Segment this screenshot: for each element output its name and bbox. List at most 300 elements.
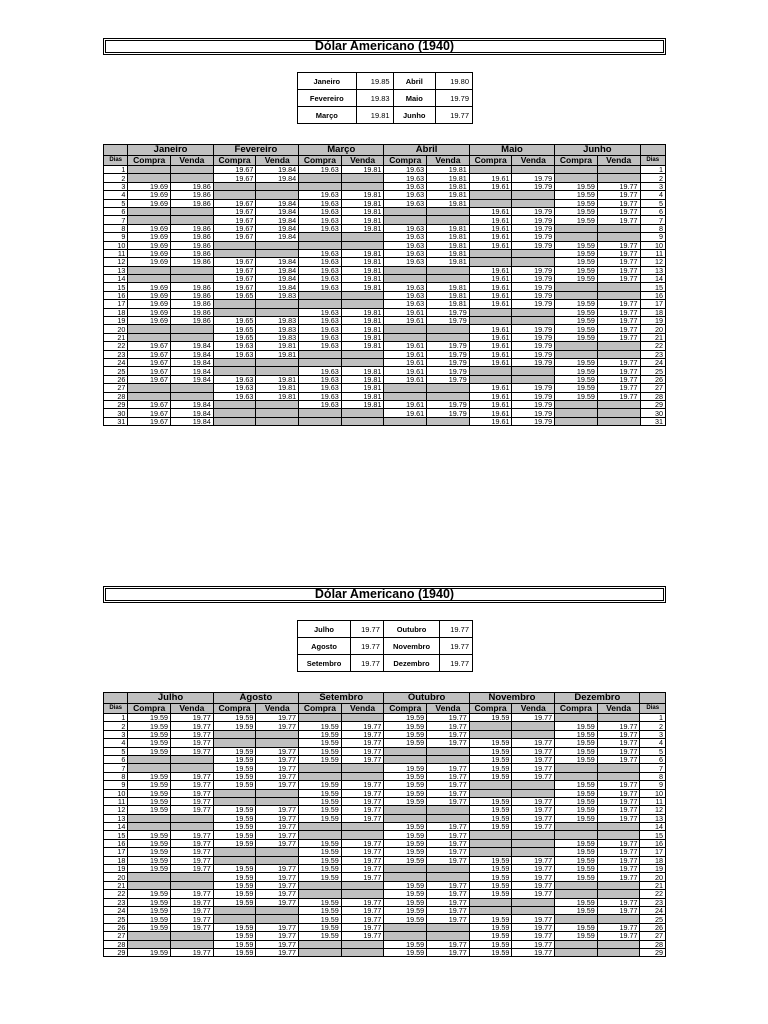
compra-cell: 19.65 <box>213 333 256 341</box>
table-row <box>104 881 666 889</box>
venda-cell: 19.77 <box>341 848 384 856</box>
day-number: 28 <box>104 940 128 948</box>
venda-cell: 19.77 <box>171 915 214 923</box>
compra-cell <box>128 266 171 274</box>
compra-cell <box>469 166 512 174</box>
venda-cell: 19.84 <box>256 199 299 207</box>
compra-cell <box>128 873 171 881</box>
compra-cell: 19.59 <box>469 890 512 898</box>
venda-cell <box>512 308 555 316</box>
venda-cell: 19.77 <box>171 948 214 956</box>
compra-cell: 19.59 <box>469 714 512 722</box>
venda-cell <box>341 300 384 308</box>
venda-cell: 19.77 <box>597 275 640 283</box>
compra-cell: 19.61 <box>469 350 512 358</box>
compra-cell: 19.61 <box>469 283 512 291</box>
compra-cell: 19.59 <box>555 325 598 333</box>
venda-cell <box>597 714 640 722</box>
venda-cell: 19.81 <box>256 384 299 392</box>
compra-cell: 19.61 <box>469 300 512 308</box>
compra-cell <box>213 367 256 375</box>
compra-cell: 19.59 <box>469 755 512 763</box>
day-number: 10 <box>104 789 128 797</box>
compra-cell: 19.59 <box>384 898 427 906</box>
venda-cell: 19.77 <box>341 722 384 730</box>
compra-cell: 19.63 <box>299 207 342 215</box>
venda-cell: 19.81 <box>427 258 470 266</box>
venda-header: Venda <box>512 156 555 166</box>
venda-cell: 19.86 <box>171 283 214 291</box>
compra-cell: 19.59 <box>299 932 342 940</box>
venda-cell: 19.77 <box>597 739 640 747</box>
day-number: 12 <box>104 258 128 266</box>
compra-cell <box>555 409 598 417</box>
venda-cell <box>427 806 470 814</box>
venda-cell <box>512 249 555 257</box>
blank-header-cell <box>640 693 666 704</box>
compra-cell: 19.63 <box>299 308 342 316</box>
compra-cell: 19.67 <box>213 199 256 207</box>
venda-cell <box>256 730 299 738</box>
compra-cell <box>555 915 598 923</box>
compra-cell <box>384 325 427 333</box>
average-value: 19.80 <box>435 73 472 90</box>
compra-cell: 19.61 <box>469 358 512 366</box>
compra-cell: 19.61 <box>384 317 427 325</box>
venda-cell <box>427 333 470 341</box>
venda-cell <box>427 266 470 274</box>
venda-cell: 19.77 <box>171 898 214 906</box>
venda-cell: 19.77 <box>427 789 470 797</box>
venda-cell: 19.77 <box>512 932 555 940</box>
compra-cell: 19.59 <box>555 722 598 730</box>
table-row <box>104 333 666 341</box>
venda-cell: 19.81 <box>256 375 299 383</box>
venda-cell: 19.77 <box>597 300 640 308</box>
compra-cell: 19.59 <box>384 856 427 864</box>
venda-cell <box>597 166 640 174</box>
venda-cell: 19.77 <box>597 182 640 190</box>
day-number: 8 <box>104 224 128 232</box>
compra-cell: 19.59 <box>469 823 512 831</box>
compra-header: Compra <box>555 156 598 166</box>
day-number: 12 <box>640 806 666 814</box>
compra-cell: 19.59 <box>128 831 171 839</box>
compra-cell: 19.59 <box>299 739 342 747</box>
compra-cell: 19.59 <box>384 915 427 923</box>
day-number: 26 <box>640 375 666 383</box>
average-value: 19.77 <box>351 655 384 672</box>
compra-cell <box>555 174 598 182</box>
compra-cell: 19.63 <box>299 199 342 207</box>
table-row <box>104 258 666 266</box>
compra-cell: 19.67 <box>128 350 171 358</box>
venda-cell: 19.77 <box>341 932 384 940</box>
venda-cell: 19.81 <box>341 400 384 408</box>
venda-cell: 19.77 <box>512 814 555 822</box>
venda-cell <box>597 174 640 182</box>
compra-cell: 19.61 <box>384 375 427 383</box>
month-header: Agosto <box>213 693 298 704</box>
venda-cell: 19.77 <box>512 823 555 831</box>
venda-cell: 19.79 <box>512 275 555 283</box>
venda-cell <box>341 241 384 249</box>
venda-cell: 19.77 <box>597 266 640 274</box>
venda-cell: 19.77 <box>512 772 555 780</box>
day-number: 13 <box>104 814 128 822</box>
compra-cell: 19.59 <box>299 747 342 755</box>
venda-cell <box>427 275 470 283</box>
day-number: 19 <box>104 865 128 873</box>
compra-cell <box>384 207 427 215</box>
compra-cell: 19.69 <box>128 191 171 199</box>
venda-cell: 19.77 <box>256 873 299 881</box>
venda-cell: 19.79 <box>512 358 555 366</box>
compra-cell <box>213 400 256 408</box>
venda-cell <box>597 283 640 291</box>
venda-cell: 19.81 <box>341 191 384 199</box>
compra-cell: 19.59 <box>555 747 598 755</box>
compra-cell: 19.61 <box>469 224 512 232</box>
compra-cell: 19.59 <box>128 848 171 856</box>
venda-header: Venda <box>256 704 299 714</box>
day-number: 17 <box>104 848 128 856</box>
venda-cell: 19.77 <box>427 722 470 730</box>
venda-cell: 19.84 <box>171 409 214 417</box>
venda-cell: 19.77 <box>256 714 299 722</box>
compra-cell <box>555 291 598 299</box>
venda-cell <box>171 764 214 772</box>
compra-cell <box>299 890 342 898</box>
compra-cell: 19.59 <box>299 781 342 789</box>
day-number: 2 <box>104 722 128 730</box>
compra-cell: 19.59 <box>469 915 512 923</box>
compra-cell: 19.63 <box>384 249 427 257</box>
venda-header: Venda <box>171 156 214 166</box>
compra-cell: 19.61 <box>469 333 512 341</box>
compra-cell <box>299 358 342 366</box>
compra-cell <box>213 848 256 856</box>
compra-cell <box>128 216 171 224</box>
compra-cell: 19.61 <box>469 291 512 299</box>
venda-cell: 19.77 <box>512 739 555 747</box>
venda-cell: 19.77 <box>256 923 299 931</box>
compra-cell <box>213 182 256 190</box>
venda-cell <box>597 948 640 956</box>
venda-cell: 19.84 <box>171 342 214 350</box>
venda-cell: 19.79 <box>512 182 555 190</box>
average-month-label: Dezembro <box>383 655 439 672</box>
average-row <box>298 90 473 107</box>
venda-cell: 19.77 <box>256 764 299 772</box>
compra-cell: 19.59 <box>128 797 171 805</box>
day-number: 13 <box>640 814 666 822</box>
compra-cell: 19.59 <box>555 258 598 266</box>
compra-cell: 19.59 <box>128 898 171 906</box>
compra-cell: 19.59 <box>128 714 171 722</box>
day-number: 9 <box>640 781 666 789</box>
compra-cell: 19.59 <box>469 856 512 864</box>
compra-cell: 19.59 <box>299 789 342 797</box>
compra-cell: 19.59 <box>299 806 342 814</box>
compra-cell: 19.63 <box>299 258 342 266</box>
venda-cell <box>512 831 555 839</box>
venda-cell <box>512 722 555 730</box>
compra-cell: 19.61 <box>469 417 512 425</box>
compra-cell <box>128 392 171 400</box>
venda-cell: 19.77 <box>171 890 214 898</box>
month-header: Novembro <box>469 693 554 704</box>
compra-cell <box>128 174 171 182</box>
venda-cell: 19.77 <box>341 906 384 914</box>
venda-cell: 19.77 <box>512 881 555 889</box>
venda-cell <box>341 831 384 839</box>
column-header-row <box>104 156 666 166</box>
compra-cell <box>384 417 427 425</box>
compra-cell: 19.59 <box>213 940 256 948</box>
day-number: 6 <box>104 755 128 763</box>
venda-cell <box>256 906 299 914</box>
venda-cell: 19.77 <box>171 730 214 738</box>
venda-cell: 19.77 <box>256 831 299 839</box>
compra-cell: 19.59 <box>555 308 598 316</box>
compra-cell: 19.59 <box>128 856 171 864</box>
compra-cell: 19.67 <box>128 400 171 408</box>
day-number: 15 <box>104 831 128 839</box>
compra-cell: 19.59 <box>555 856 598 864</box>
venda-cell: 19.77 <box>256 814 299 822</box>
venda-cell <box>597 291 640 299</box>
compra-cell: 19.59 <box>555 182 598 190</box>
compra-cell <box>213 739 256 747</box>
average-month-label: Janeiro <box>298 73 357 90</box>
table-row <box>104 714 666 722</box>
compra-cell: 19.65 <box>213 317 256 325</box>
venda-cell <box>597 940 640 948</box>
compra-cell <box>299 291 342 299</box>
compra-cell <box>469 789 512 797</box>
venda-cell <box>256 249 299 257</box>
average-value: 19.77 <box>440 638 473 655</box>
blank-header-cell <box>104 145 128 156</box>
compra-cell: 19.61 <box>469 182 512 190</box>
venda-cell: 19.77 <box>597 216 640 224</box>
day-number: 7 <box>104 764 128 772</box>
day-number: 16 <box>640 291 666 299</box>
compra-cell <box>555 823 598 831</box>
compra-cell: 19.59 <box>384 839 427 847</box>
compra-cell: 19.63 <box>213 392 256 400</box>
table-row <box>104 358 666 366</box>
day-number: 30 <box>640 409 666 417</box>
day-number: 20 <box>104 325 128 333</box>
compra-cell: 19.61 <box>469 342 512 350</box>
venda-cell: 19.81 <box>341 224 384 232</box>
day-number: 4 <box>104 191 128 199</box>
venda-cell: 19.77 <box>171 848 214 856</box>
table-row <box>104 317 666 325</box>
compra-cell: 19.59 <box>384 722 427 730</box>
compra-cell: 19.59 <box>128 722 171 730</box>
compra-cell: 19.61 <box>469 400 512 408</box>
compra-cell <box>299 417 342 425</box>
table-row <box>104 216 666 224</box>
compra-cell: 19.69 <box>128 199 171 207</box>
day-number: 21 <box>104 881 128 889</box>
compra-cell <box>128 823 171 831</box>
table-row <box>104 932 666 940</box>
table-row <box>104 915 666 923</box>
venda-cell <box>597 342 640 350</box>
average-month-label: Outubro <box>383 621 439 638</box>
compra-cell: 19.59 <box>299 915 342 923</box>
day-number: 24 <box>104 358 128 366</box>
day-number: 15 <box>104 283 128 291</box>
compra-cell: 19.59 <box>555 317 598 325</box>
compra-cell <box>213 730 256 738</box>
venda-cell: 19.77 <box>597 207 640 215</box>
venda-cell: 19.81 <box>341 216 384 224</box>
compra-header: Compra <box>128 704 171 714</box>
day-number: 15 <box>640 831 666 839</box>
compra-cell <box>469 258 512 266</box>
day-number: 3 <box>640 730 666 738</box>
compra-cell <box>128 764 171 772</box>
venda-cell: 19.77 <box>341 915 384 923</box>
venda-cell: 19.77 <box>341 865 384 873</box>
venda-cell: 19.81 <box>256 350 299 358</box>
compra-header: Compra <box>213 704 256 714</box>
venda-cell: 19.81 <box>427 166 470 174</box>
venda-cell: 19.77 <box>341 923 384 931</box>
venda-cell <box>341 174 384 182</box>
venda-cell: 19.83 <box>256 291 299 299</box>
venda-header: Venda <box>597 156 640 166</box>
average-month-label: Março <box>298 107 357 124</box>
venda-cell: 19.86 <box>171 258 214 266</box>
compra-cell: 19.63 <box>299 392 342 400</box>
table-row <box>104 325 666 333</box>
venda-cell: 19.77 <box>597 199 640 207</box>
table-row <box>104 848 666 856</box>
compra-cell <box>213 358 256 366</box>
compra-cell: 19.63 <box>384 166 427 174</box>
day-number: 7 <box>104 216 128 224</box>
compra-cell: 19.59 <box>299 873 342 881</box>
compra-cell: 19.67 <box>128 367 171 375</box>
venda-cell: 19.77 <box>597 923 640 931</box>
venda-cell: 19.77 <box>597 384 640 392</box>
venda-cell: 19.81 <box>341 342 384 350</box>
venda-cell <box>171 207 214 215</box>
compra-cell <box>555 233 598 241</box>
compra-cell: 19.59 <box>128 915 171 923</box>
compra-cell: 19.59 <box>555 806 598 814</box>
compra-cell: 19.63 <box>299 384 342 392</box>
table-row <box>104 823 666 831</box>
compra-cell: 19.59 <box>555 781 598 789</box>
compra-cell: 19.59 <box>128 906 171 914</box>
venda-cell: 19.77 <box>597 730 640 738</box>
compra-cell <box>299 174 342 182</box>
venda-cell <box>597 915 640 923</box>
venda-cell: 19.79 <box>427 358 470 366</box>
venda-cell: 19.77 <box>512 890 555 898</box>
venda-cell: 19.79 <box>512 224 555 232</box>
compra-cell: 19.67 <box>213 233 256 241</box>
venda-cell <box>256 409 299 417</box>
average-row <box>298 655 473 672</box>
day-number: 22 <box>640 342 666 350</box>
day-number: 1 <box>104 714 128 722</box>
day-number: 18 <box>104 856 128 864</box>
compra-cell: 19.59 <box>213 831 256 839</box>
day-number: 19 <box>640 865 666 873</box>
venda-cell: 19.79 <box>512 409 555 417</box>
venda-cell: 19.84 <box>171 350 214 358</box>
venda-cell: 19.77 <box>341 814 384 822</box>
compra-cell: 19.67 <box>213 166 256 174</box>
compra-cell: 19.67 <box>213 283 256 291</box>
venda-cell: 19.77 <box>597 932 640 940</box>
venda-cell: 19.84 <box>256 216 299 224</box>
venda-cell: 19.86 <box>171 191 214 199</box>
venda-cell: 19.77 <box>171 831 214 839</box>
day-number: 9 <box>640 233 666 241</box>
compra-cell: 19.59 <box>555 367 598 375</box>
compra-cell <box>555 283 598 291</box>
venda-header: Venda <box>427 156 470 166</box>
compra-cell: 19.59 <box>555 839 598 847</box>
day-number: 24 <box>640 358 666 366</box>
average-month-label: Novembro <box>383 638 439 655</box>
compra-cell: 19.59 <box>469 948 512 956</box>
compra-cell: 19.59 <box>213 772 256 780</box>
month-header: Abril <box>384 145 469 156</box>
compra-cell: 19.63 <box>299 317 342 325</box>
venda-cell: 19.84 <box>256 166 299 174</box>
compra-cell <box>555 831 598 839</box>
day-number: 31 <box>104 417 128 425</box>
compra-cell <box>555 417 598 425</box>
venda-cell: 19.77 <box>341 755 384 763</box>
venda-cell: 19.77 <box>256 881 299 889</box>
table-row <box>104 865 666 873</box>
compra-cell <box>555 224 598 232</box>
compra-cell: 19.63 <box>213 350 256 358</box>
compra-cell: 19.59 <box>213 932 256 940</box>
compra-cell: 19.59 <box>213 898 256 906</box>
day-number: 10 <box>104 241 128 249</box>
venda-cell: 19.81 <box>341 384 384 392</box>
compra-cell: 19.63 <box>384 291 427 299</box>
compra-cell: 19.67 <box>213 207 256 215</box>
venda-cell: 19.77 <box>427 890 470 898</box>
venda-cell <box>171 333 214 341</box>
average-row <box>298 73 473 90</box>
compra-cell <box>469 199 512 207</box>
venda-cell: 19.79 <box>512 417 555 425</box>
venda-cell: 19.77 <box>171 806 214 814</box>
compra-cell: 19.59 <box>469 814 512 822</box>
compra-cell: 19.59 <box>384 881 427 889</box>
table-row <box>104 291 666 299</box>
venda-cell: 19.83 <box>256 317 299 325</box>
compra-cell <box>384 384 427 392</box>
venda-cell <box>597 823 640 831</box>
compra-cell: 19.63 <box>299 249 342 257</box>
day-number: 15 <box>640 283 666 291</box>
